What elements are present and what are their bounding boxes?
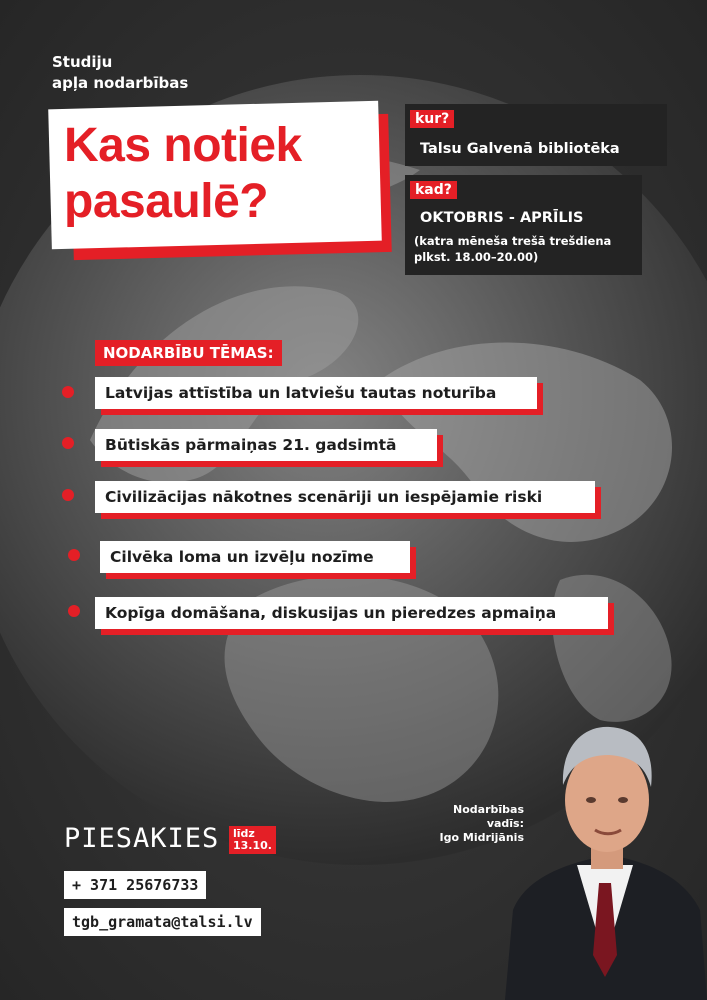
topic-item-1	[95, 377, 537, 409]
topic-item-5	[95, 597, 608, 629]
when-note	[414, 233, 611, 265]
topic-bullet	[62, 386, 74, 398]
topic-bullet	[62, 489, 74, 501]
deadline-line-2: 13.10.	[233, 839, 272, 852]
when-value: OKTOBRIS - APRĪLIS	[420, 210, 584, 226]
topic-label: Kopīga domāšana, diskusijas un pieredzes apmaiņa	[105, 604, 557, 622]
leader-line-1: Nodarbības	[453, 803, 524, 816]
subtitle-line-1: Studiju	[52, 53, 113, 71]
page-title	[64, 118, 302, 230]
subtitle-line-2: apļa nodarbības	[52, 74, 189, 92]
where-question: kur?	[410, 110, 454, 128]
email-link[interactable]: tgb_gramata@talsi.lv	[64, 908, 261, 936]
topic-label: Civilizācijas nākotnes scenāriji un iespējamie riski	[105, 488, 543, 506]
topic-bullet	[62, 437, 74, 449]
when-note-line-1: (katra mēneša trešā trešdiena	[414, 234, 612, 248]
leader-line-2: vadīs:	[486, 817, 524, 830]
topic-label: Būtiskās pārmaiņas 21. gadsimtā	[105, 436, 397, 454]
where-value: Talsu Galvenā bibliotēka	[420, 141, 620, 157]
subtitle	[52, 52, 188, 94]
signup-label: PIESAKIES	[64, 823, 220, 854]
topics-header: NODARBĪBU TĒMAS:	[95, 340, 282, 366]
deadline-line-1: līdz	[233, 827, 255, 840]
leader-portrait	[505, 705, 707, 1000]
title-line-1: Kas notiek	[64, 119, 302, 172]
topic-label: Latvijas attīstība un latviešu tautas noturība	[105, 384, 497, 402]
title-line-2: pasaulē?	[64, 175, 269, 228]
topic-item-2	[95, 429, 437, 461]
when-note-line-2: plkst. 18.00–20.00)	[414, 250, 539, 264]
topic-item-4	[100, 541, 410, 573]
topic-item-3	[95, 481, 595, 513]
leader-name: Igo Midrijānis	[439, 831, 524, 844]
topic-bullet	[68, 605, 80, 617]
when-question: kad?	[410, 181, 457, 199]
topic-bullet	[68, 549, 80, 561]
phone-link[interactable]: + 371 25676733	[64, 871, 206, 899]
deadline-tag	[229, 826, 276, 854]
topic-label: Cilvēka loma un izvēļu nozīme	[110, 548, 374, 566]
